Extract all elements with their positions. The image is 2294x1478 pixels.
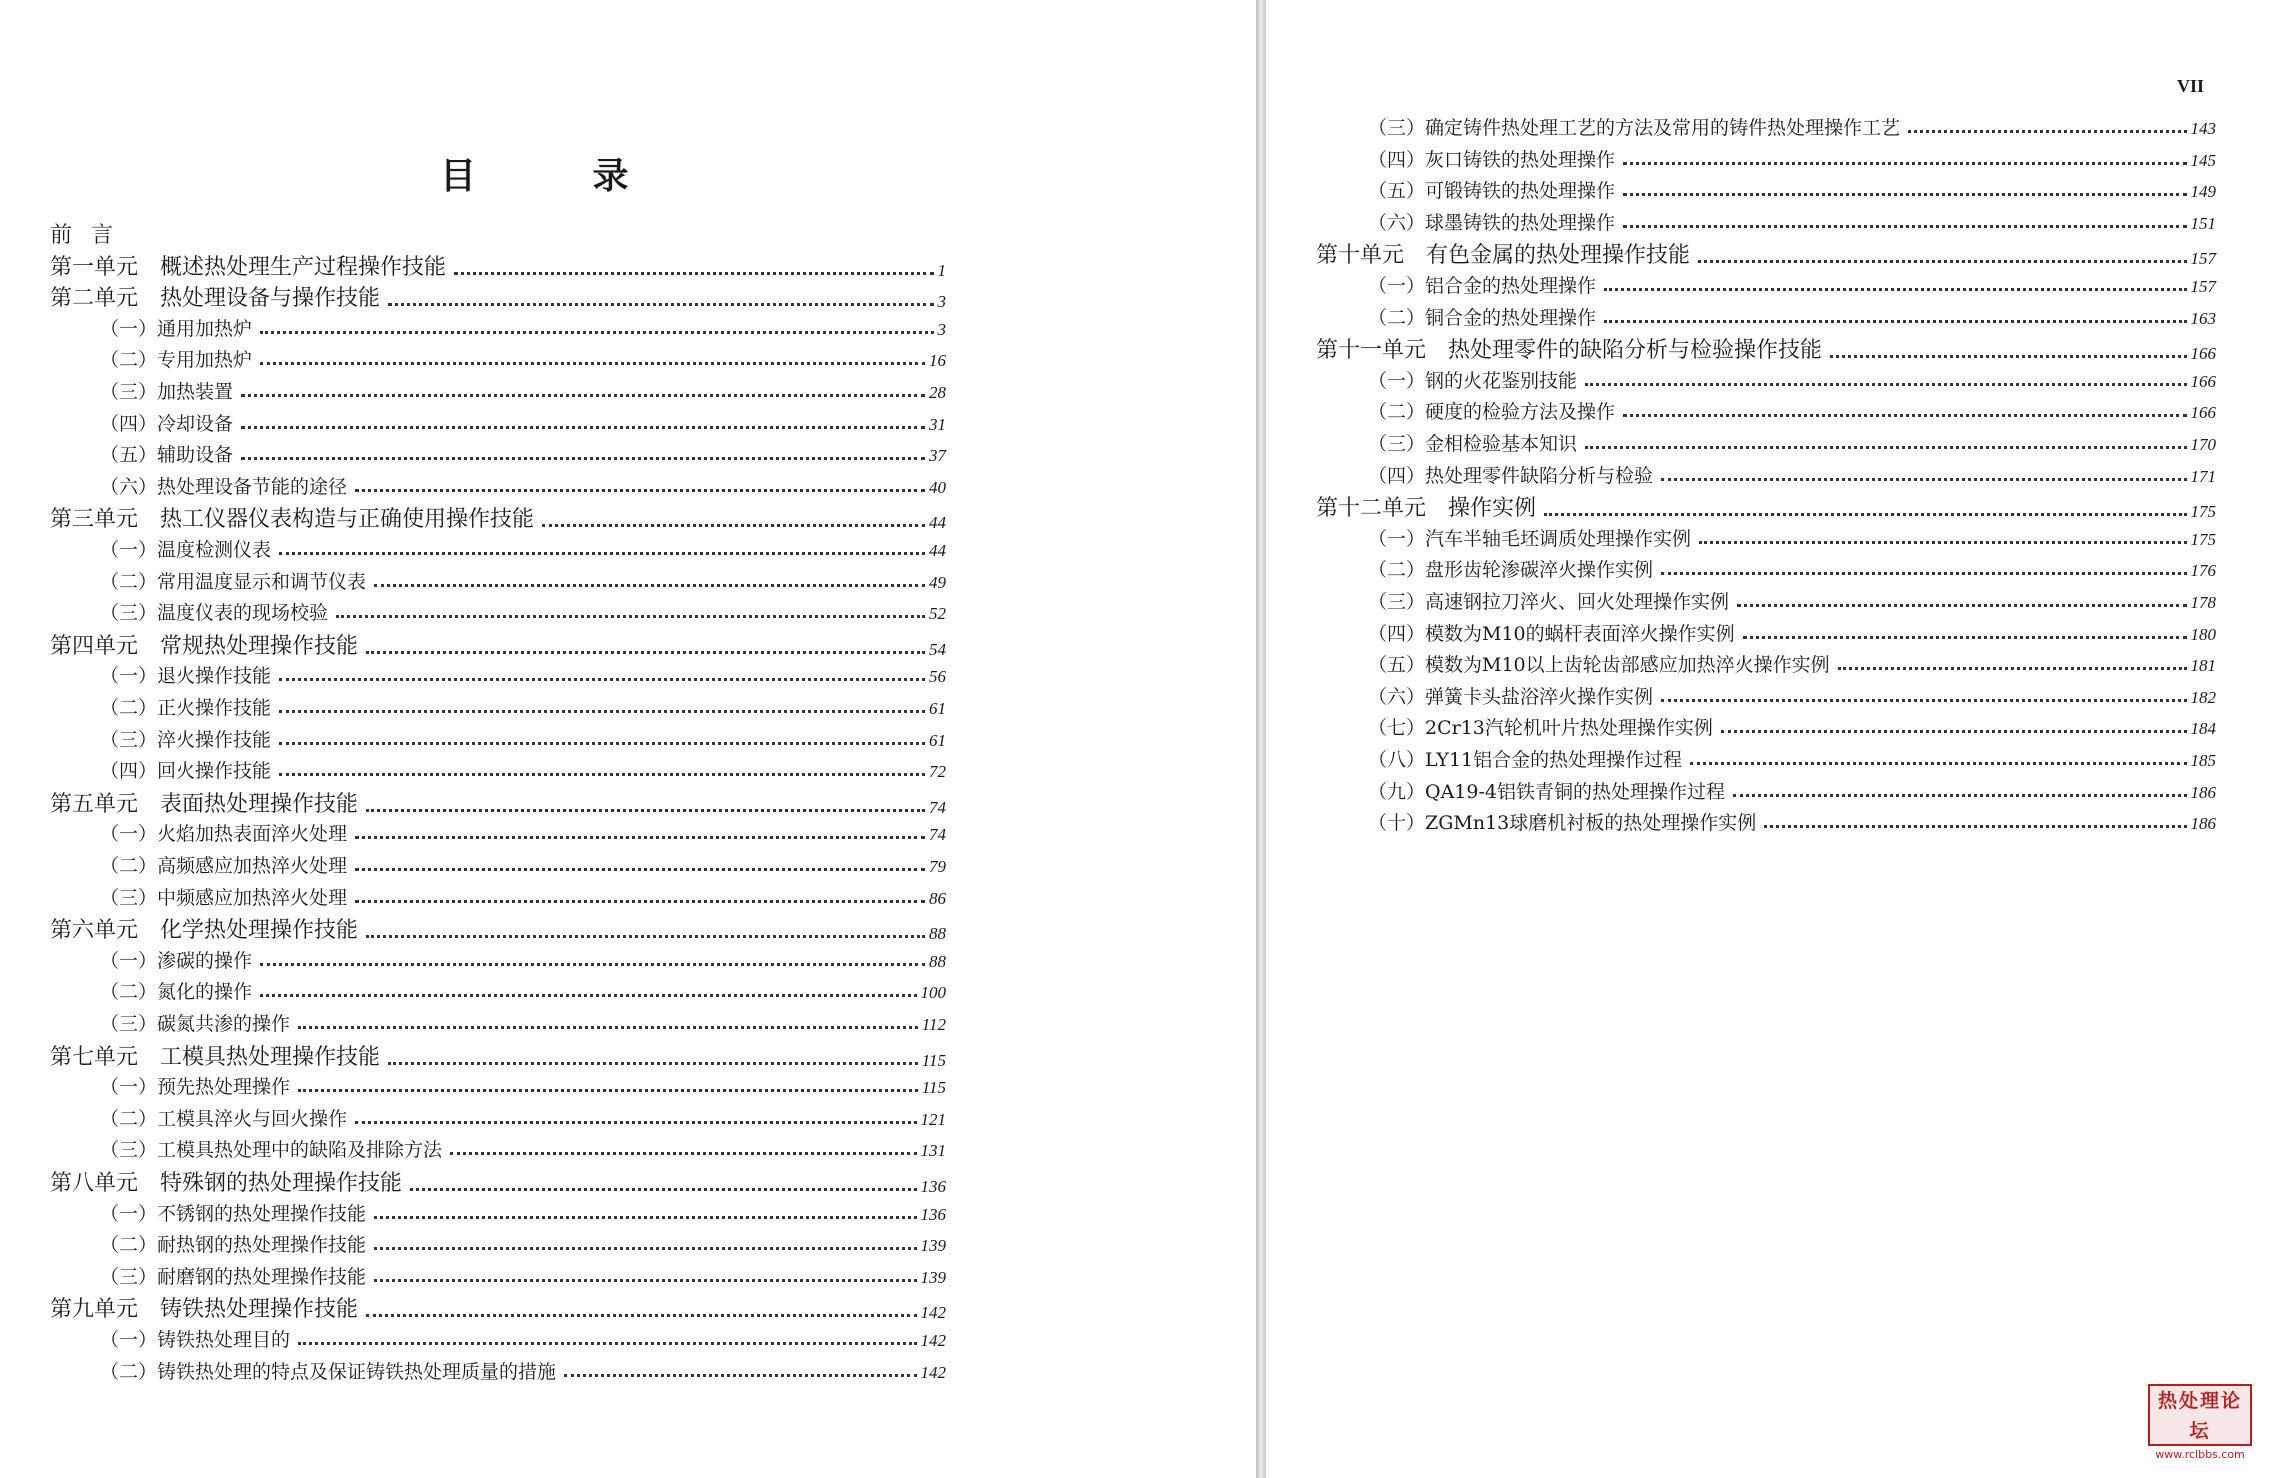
toc-entry-title: 第四单元 常规热处理操作技能: [50, 633, 359, 659]
toc-dot-leader: [355, 489, 925, 492]
toc-page-number: 49: [929, 572, 946, 592]
toc-entry-title: （四）灰口铸铁的热处理操作: [1368, 148, 1616, 171]
toc-page-number: 184: [2190, 719, 2216, 739]
watermark-line2: www.rclbbs.com: [2155, 1448, 2245, 1461]
toc-dot-leader: [1604, 288, 2186, 291]
toc-page-number: 74: [929, 797, 946, 817]
toc-page-number: 88: [929, 951, 946, 971]
toc-entry-title: （四）热处理零件缺陷分析与检验: [1368, 464, 1654, 487]
toc-dot-leader: [1721, 730, 2187, 733]
toc-page-number: 72: [929, 762, 946, 782]
toc-unit-entry: [50, 791, 946, 819]
toc-dot-leader: [374, 1216, 916, 1219]
toc-section-entry: [100, 443, 946, 467]
toc-dot-leader: [241, 426, 925, 429]
toc-page-number: 149: [2190, 182, 2216, 202]
toc-section-entry: [1368, 369, 2216, 393]
toc-dot-leader: [366, 1314, 916, 1317]
toc-entry-title: （一）汽车半轴毛坯调质处理操作实例: [1368, 527, 1692, 550]
toc-dot-leader: [366, 809, 925, 812]
toc-dot-leader: [279, 742, 925, 745]
toc-dot-leader: [366, 651, 925, 654]
toc-page-number: 88: [929, 924, 946, 944]
toc-section-entry: [100, 1138, 946, 1162]
toc-section-entry: [1368, 653, 2216, 677]
toc-entry-title: （一）通用加热炉: [100, 317, 253, 340]
toc-page-number: 180: [2190, 624, 2216, 644]
toc-unit-entry: [1316, 337, 2216, 365]
toc-section-entry: [100, 1075, 946, 1099]
toc-page-number: 16: [929, 351, 946, 371]
toc-page-number: 121: [920, 1109, 946, 1129]
toc-unit-entry: [50, 1296, 946, 1324]
toc-section-entry: [100, 570, 946, 594]
toc-page-number: 136: [920, 1177, 946, 1196]
toc-entry-title: 第三单元 热工仪器仪表构造与正确使用操作技能: [50, 507, 535, 533]
toc-page-number: 175: [2190, 502, 2216, 522]
toc-entry-title: （一）渗碳的操作: [100, 949, 253, 972]
toc-section-entry: [1368, 148, 2216, 172]
toc-preface-entry: [50, 222, 946, 250]
toc-entry-title: （四）回火操作技能: [100, 760, 272, 783]
toc-entry-title: （六）热处理设备节能的途径: [100, 475, 348, 498]
toc-entry-title: 第十一单元 热处理零件的缺陷分析与检验操作技能: [1316, 338, 1823, 364]
toc-page-number: 143: [2190, 119, 2216, 138]
toc-page-number: 186: [2190, 814, 2216, 834]
toc-dot-leader: [1585, 446, 2186, 449]
toc-page-number: 166: [2190, 344, 2216, 364]
toc-dot-leader: [336, 615, 925, 618]
toc-entry-title: 第二单元 热处理设备与操作技能: [50, 286, 381, 312]
toc-entry-title: 第十二单元 操作实例: [1316, 496, 1537, 522]
toc-dot-leader: [1737, 604, 2186, 607]
toc-dot-leader: [374, 1247, 916, 1250]
toc-section-entry: [100, 475, 946, 499]
toc-section-entry: [1368, 685, 2216, 709]
toc-page-number: 142: [920, 1331, 946, 1350]
toc-dot-leader: [298, 1342, 916, 1345]
toc-dot-leader: [1743, 636, 2187, 639]
toc-entry-title: 第六单元 化学热处理操作技能: [50, 918, 359, 944]
toc-page-number: 115: [921, 1078, 946, 1098]
toc-entry-title: （二）正火操作技能: [100, 697, 272, 719]
toc-dot-leader: [260, 362, 925, 365]
toc-page-number: 142: [920, 1303, 946, 1323]
toc-unit-entry: [50, 633, 946, 661]
watermark-line1: 热处理论坛: [2157, 1390, 2242, 1442]
toc-page-number: 3: [937, 292, 946, 312]
toc-section-entry: [100, 728, 946, 752]
toc-entry-title: （三）碳氮共渗的操作: [100, 1013, 291, 1035]
toc-section-entry: [1368, 306, 2216, 330]
toc-dot-leader: [279, 710, 925, 713]
toc-section-entry: [100, 348, 946, 372]
toc-entry-title: （一）铸铁热处理目的: [100, 1329, 291, 1351]
toc-section-entry: [1368, 590, 2216, 614]
toc-entry-title: （二）耐热钢的热处理操作技能: [100, 1234, 367, 1257]
toc-section-entry: [100, 1265, 946, 1289]
toc-page-number: 131: [920, 1141, 946, 1161]
toc-unit-entry: [50, 506, 946, 534]
toc-entry-title: （十）ZGMn13球磨机衬板的热处理操作实例: [1368, 812, 1757, 835]
toc-section-entry: [100, 854, 946, 878]
toc-page-number: 79: [929, 857, 946, 876]
toc-section-entry: [1368, 179, 2216, 203]
toc-section-entry: [100, 1107, 946, 1131]
toc-page-number: 185: [2190, 751, 2216, 770]
toc-page-number: 115: [921, 1050, 946, 1070]
toc-entry-title: （三）金相检验基本知识: [1368, 433, 1578, 455]
toc-page-number: 145: [2190, 150, 2216, 170]
toc-dot-leader: [1623, 193, 2186, 196]
toc-dot-leader: [298, 1026, 918, 1029]
toc-dot-leader: [279, 773, 925, 776]
toc-entry-title: （二）氮化的操作: [100, 981, 253, 1004]
toc-dot-leader: [1585, 383, 2186, 386]
toc-dot-leader: [1690, 762, 2186, 765]
toc-entry-title: （二）铜合金的热处理操作: [1368, 306, 1597, 329]
toc-page-number: 44: [929, 541, 946, 560]
toc-entry-title: （二）铸铁热处理的特点及保证铸铁热处理质量的措施: [100, 1360, 557, 1383]
toc-page-number: 139: [920, 1236, 946, 1256]
toc-page-number: 31: [929, 414, 946, 434]
toc-entry-title: （七）2Cr13汽轮机叶片热处理操作实例: [1368, 717, 1713, 740]
toc-section-entry: [100, 949, 946, 973]
toc-section-entry: [100, 1328, 946, 1352]
toc-page-number: 151: [2190, 213, 2216, 233]
toc-dot-leader: [374, 584, 925, 587]
toc-page-number: 61: [929, 699, 946, 718]
toc-entry-title: （四）模数为M10的蜗杆表面淬火操作实例: [1368, 622, 1735, 645]
toc-section-entry: [1368, 274, 2216, 298]
toc-entry-title: （三）高速钢拉刀淬火、回火处理操作实例: [1368, 591, 1730, 613]
toc-section-entry: [1368, 432, 2216, 456]
toc-section-entry: [1368, 464, 2216, 488]
toc-section-entry: [1368, 748, 2216, 772]
book-spine: [1256, 0, 1266, 1478]
toc-unit-entry: [50, 917, 946, 945]
toc-dot-leader: [388, 303, 933, 306]
toc-dot-leader: [355, 1121, 916, 1124]
toc-entry-title: （六）球墨铸铁的热处理操作: [1368, 211, 1616, 234]
toc-section-entry: [100, 1012, 946, 1036]
toc-page-number: 3: [937, 319, 946, 339]
toc-dot-leader: [260, 331, 933, 334]
toc-entry-title: 第十单元 有色金属的热处理操作技能: [1316, 243, 1691, 269]
toc-dot-leader: [355, 868, 925, 871]
toc-page-number: 37: [929, 446, 946, 466]
toc-dot-leader: [1623, 414, 2186, 417]
toc-entry-title: （二）硬度的检验方法及操作: [1368, 401, 1616, 424]
toc-page-number: 175: [2190, 529, 2216, 549]
toc-dot-leader: [450, 1152, 916, 1155]
toc-unit-entry: [1316, 242, 2216, 270]
toc-entry-title: （一）温度检测仪表: [100, 539, 272, 561]
toc-dot-leader: [542, 524, 925, 527]
toc-unit-entry: [50, 1044, 946, 1072]
toc-page-number: 139: [920, 1267, 946, 1287]
toc-entry-title: （八）LY11铝合金的热处理操作过程: [1368, 749, 1683, 771]
toc-unit-entry: [50, 1170, 946, 1198]
toc-entry-title: 第一单元 概述热处理生产过程操作技能: [50, 254, 447, 280]
toc-section-entry: [100, 412, 946, 436]
toc-page-number: 56: [929, 667, 946, 687]
toc-entry-title: （一）钢的火花鉴别技能: [1368, 369, 1578, 392]
toc-page-number: 166: [2190, 403, 2216, 423]
toc-dot-leader: [1908, 130, 2186, 133]
toc-page-number: 86: [929, 888, 946, 908]
toc-page-number: 52: [929, 604, 946, 624]
toc-entry-title: 第九单元 铸铁热处理操作技能: [50, 1297, 359, 1323]
toc-page-number: 40: [929, 477, 946, 497]
toc-entry-title: （二）高频感应加热淬火处理: [100, 855, 348, 877]
toc-section-entry: [100, 886, 946, 910]
toc-page-number: 182: [2190, 687, 2216, 707]
toc-entry-title: 第七单元 工模具热处理操作技能: [50, 1044, 381, 1070]
toc-dot-leader: [260, 963, 925, 966]
toc-section-entry: [100, 1233, 946, 1257]
toc-dot-leader: [374, 1279, 916, 1282]
toc-dot-leader: [1661, 478, 2186, 481]
toc-section-entry: [100, 601, 946, 625]
toc-page-number: 157: [2190, 249, 2216, 269]
toc-entry-title: （三）淬火操作技能: [100, 728, 272, 751]
toc-section-entry: [100, 759, 946, 783]
toc-entry-title: （五）可锻铸铁的热处理操作: [1368, 180, 1616, 203]
toc-page-number: 136: [920, 1204, 946, 1224]
toc-section-entry: [100, 1360, 946, 1384]
toc-unit-entry: [50, 254, 946, 282]
toc-section-entry: [1368, 716, 2216, 740]
toc-entry-title: （三）温度仪表的现场校验: [100, 602, 329, 625]
toc-section-entry: [100, 538, 946, 562]
toc-entry-title: 第八单元 特殊钢的热处理操作技能: [50, 1171, 403, 1196]
toc-entry-title: （三）工模具热处理中的缺陷及排除方法: [100, 1139, 443, 1162]
toc-dot-leader: [1733, 794, 2187, 797]
toc-page-number: 163: [2190, 308, 2216, 328]
toc-entry-title: （三）加热装置: [100, 381, 234, 403]
toc-page-number: 171: [2190, 466, 2216, 486]
toc-section-entry: [100, 696, 946, 720]
toc-entry-title: （六）弹簧卡头盐浴淬火操作实例: [1368, 685, 1654, 708]
toc-entry-title: （四）冷却设备: [100, 412, 234, 435]
page-title: 目 录: [440, 156, 681, 197]
toc-dot-leader: [366, 935, 925, 938]
toc-entry-title: （三）中频感应加热淬火处理: [100, 886, 348, 909]
toc-section-entry: [1368, 400, 2216, 424]
toc-page-number: 61: [929, 730, 946, 750]
toc-entry-title: （五）模数为M10以上齿轮齿部感应加热淬火操作实例: [1368, 654, 1830, 677]
toc-entry-title: （三）确定铸件热处理工艺的方法及常用的铸件热处理操作工艺: [1368, 117, 1901, 139]
toc-entry-title: （二）工模具淬火与回火操作: [100, 1107, 348, 1130]
toc-dot-leader: [454, 272, 933, 275]
toc-entry-title: 前 言: [50, 223, 119, 248]
toc-dot-leader: [410, 1188, 916, 1191]
toc-entry-title: （二）常用温度显示和调节仪表: [100, 570, 367, 593]
toc-section-entry: [1368, 527, 2216, 551]
toc-section-entry: [1368, 622, 2216, 646]
toc-page-number: 176: [2190, 561, 2216, 581]
toc-page-number: 74: [929, 825, 946, 845]
toc-section-entry: [100, 380, 946, 404]
toc-dot-leader: [564, 1374, 916, 1377]
toc-entry-title: （一）不锈钢的热处理操作技能: [100, 1202, 367, 1225]
toc-dot-leader: [388, 1062, 918, 1065]
toc-page-number: 112: [921, 1015, 946, 1034]
toc-section-entry: [1368, 811, 2216, 835]
toc-page-number: 1: [937, 260, 946, 280]
toc-section-entry: [1368, 780, 2216, 804]
toc-entry-title: 第五单元 表面热处理操作技能: [50, 791, 359, 817]
toc-page-number: 186: [2190, 782, 2216, 802]
toc-unit-entry: [50, 285, 946, 313]
toc-dot-leader: [1838, 667, 2187, 670]
toc-page-number: 44: [929, 513, 946, 533]
toc-page-number: 166: [2190, 371, 2216, 391]
toc-page-number: 142: [920, 1362, 946, 1382]
toc-dot-leader: [355, 900, 925, 903]
toc-entry-title: （一）退火操作技能: [100, 665, 272, 688]
toc-page-number: 28: [929, 383, 946, 402]
toc-section-entry: [100, 664, 946, 688]
toc-dot-leader: [1623, 162, 2186, 165]
toc-dot-leader: [1764, 825, 2186, 828]
toc-dot-leader: [1699, 541, 2186, 544]
toc-dot-leader: [1604, 320, 2186, 323]
toc-entry-title: （三）耐磨钢的热处理操作技能: [100, 1265, 367, 1288]
toc-entry-title: （一）预先热处理操作: [100, 1076, 291, 1099]
toc-entry-title: （一）铝合金的热处理操作: [1368, 275, 1597, 297]
toc-page-number: 157: [2190, 277, 2216, 296]
toc-dot-leader: [355, 836, 925, 839]
toc-section-entry: [100, 317, 946, 341]
toc-dot-leader: [241, 457, 925, 460]
toc-entry-title: （九）QA19-4铝铁青铜的热处理操作过程: [1368, 780, 1725, 803]
toc-section-entry: [100, 1202, 946, 1226]
toc-dot-leader: [1661, 572, 2186, 575]
toc-dot-leader: [260, 994, 916, 997]
watermark-stamp: [2148, 1384, 2252, 1461]
toc-page-number: 181: [2190, 656, 2216, 676]
toc-dot-leader: [279, 678, 925, 681]
toc-page-number: 54: [929, 639, 946, 659]
toc-page-number: 100: [920, 983, 946, 1003]
toc-section-entry: [100, 980, 946, 1004]
toc-entry-title: （五）辅助设备: [100, 444, 234, 467]
toc-section-entry: [100, 822, 946, 846]
toc-section-entry: [1368, 211, 2216, 235]
toc-dot-leader: [1544, 513, 2186, 516]
toc-page-number: 170: [2190, 435, 2216, 454]
toc-section-entry: [1368, 116, 2216, 140]
toc-dot-leader: [1830, 355, 2186, 358]
toc-entry-title: （一）火焰加热表面淬火处理: [100, 823, 348, 846]
toc-dot-leader: [279, 552, 925, 555]
toc-dot-leader: [298, 1089, 918, 1092]
toc-dot-leader: [1698, 260, 2186, 263]
toc-dot-leader: [1623, 225, 2186, 228]
toc-unit-entry: [1316, 495, 2216, 523]
toc-section-entry: [1368, 558, 2216, 582]
toc-page-number: 178: [2190, 593, 2216, 612]
toc-entry-title: （二）盘形齿轮渗碳淬火操作实例: [1368, 559, 1654, 582]
toc-dot-leader: [241, 394, 925, 397]
page-folio: VII: [2177, 76, 2205, 96]
toc-entry-title: （二）专用加热炉: [100, 349, 253, 372]
toc-dot-leader: [1661, 699, 2186, 702]
